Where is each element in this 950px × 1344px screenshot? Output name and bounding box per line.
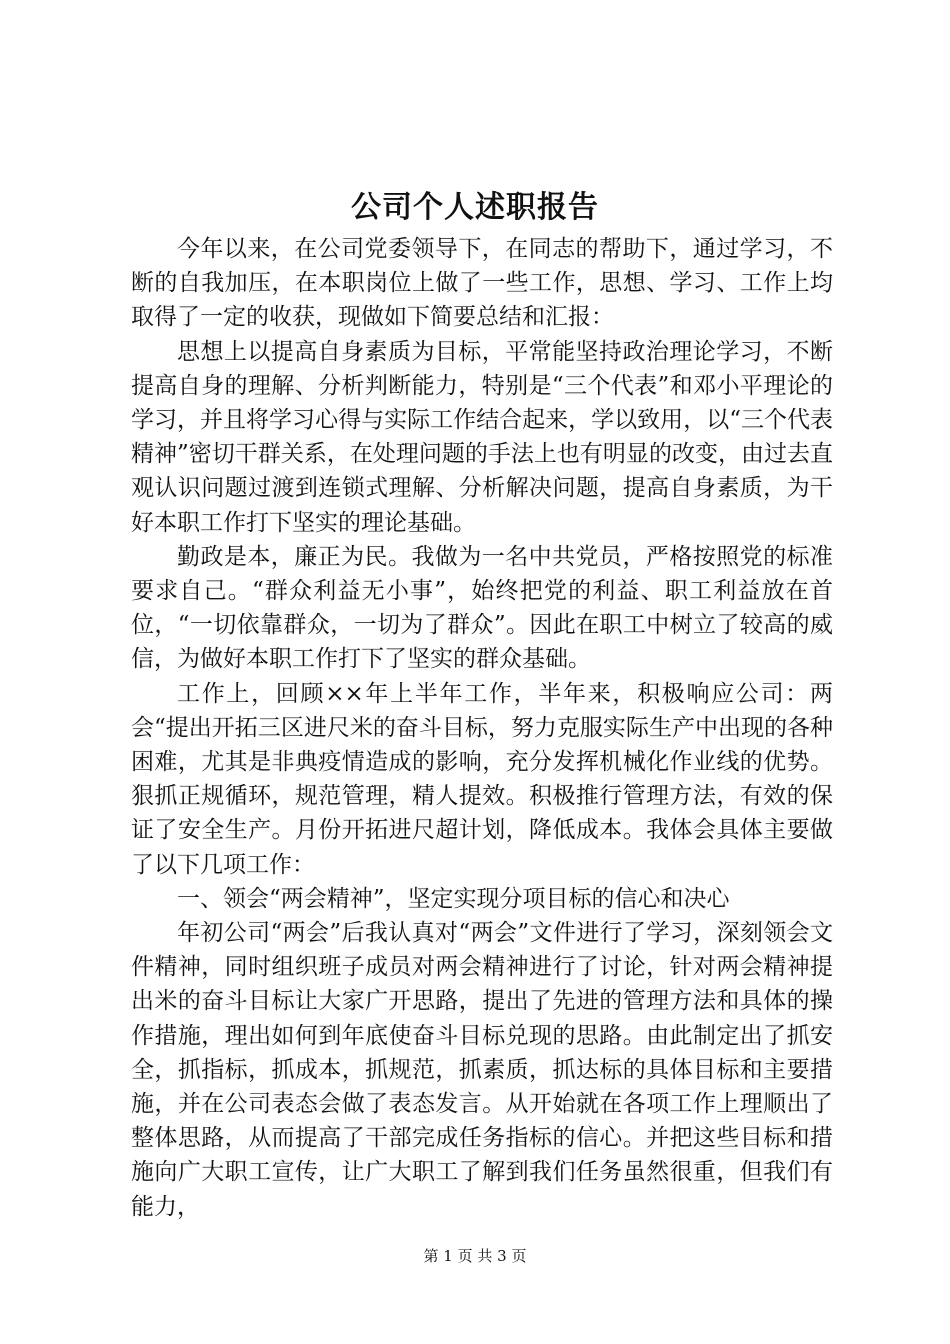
document-title: 公司个人述职报告 <box>351 190 599 225</box>
paragraph-integrity: 勤政是本，廉正为民。我做为一名中共党员，严格按照党的标准要求自己。“群众利益无小事”，始终把党的利益、职工利益放在首位，“一切依靠群众，一切为了群众”。因此在职工中树立了较高的威信，为做好本职工作打下了坚实的群众基础。 <box>131 543 833 673</box>
paragraph-thinking: 思想上以提高自身素质为目标，平常能坚持政治理论学习，不断提高自身的理解、分析判断能力，特别是“三个代表”和邓小平理论的学习，并且将学习心得与实际工作结合起来，学以致用，以“三个代表精神”密切干群关系，在处理问题的手法上也有明显的改变，由过去直观认识问题过渡到连锁式理解、分析解决问题，提高自身素质，为干好本职工作打下坚实的理论基础。 <box>131 338 833 536</box>
paragraph-work: 工作上，回顾××年上半年工作，半年来，积极响应公司：两会“提出开拓三区进尺米的奋斗目标，努力克服实际生产中出现的各种困难，尤其是非典疫情造成的影响，充分发挥机械化作业线的优势。狠抓正规循环，规范管理，精人提效。积极推行管理方法，有效的保证了安全生产。月份开拓进尺超计划，降低成本。我体会具体主要做了以下几项工作： <box>131 680 833 878</box>
page-footer: 第 1 页 共 3 页 <box>423 1247 527 1265</box>
section-heading: 一、领会“两会精神”，坚定实现分项目标的信心和决心 <box>177 885 730 912</box>
paragraph-meetings: 年初公司“两会”后我认真对“两会”文件进行了学习，深刻领会文件精神，同时组织班子成员对两会精神进行了讨论，针对两会精神提出米的奋斗目标让大家广开思路，提出了先进的管理方法和具体的操作措施，理出如何到年底使奋斗目标兑现的思路。由此制定出了抓安全，抓指标，抓成本，抓规范，抓素质，抓达标的具体目标和主要措施，并在公司表态会做了表态发言。从开始就在各项工作上理顺出了整体思路，从而提高了干部完成任务指标的信心。并把这些目标和措施向广大职工宣传，让广大职工了解到我们任务虽然很重，但我们有能力， <box>131 920 833 1220</box>
document-body <box>131 232 833 1224</box>
paragraph-intro: 今年以来，在公司党委领导下，在同志的帮助下，通过学习，不断的自我加压，在本职岗位上做了一些工作，思想、学习、工作上均取得了一定的收获，现做如下简要总结和汇报： <box>131 236 833 331</box>
